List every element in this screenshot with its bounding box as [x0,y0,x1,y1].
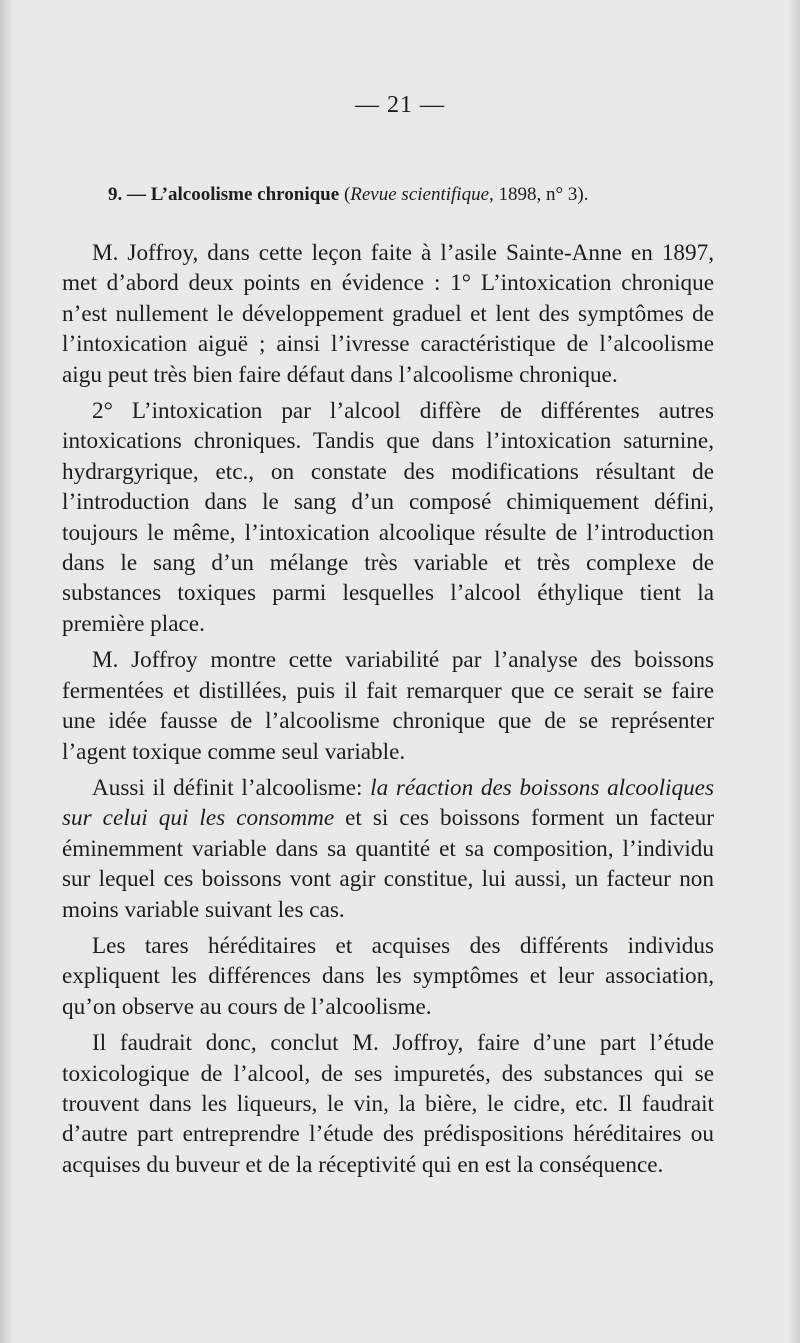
entry-ref-rest: 1898, n° 3). [493,184,589,205]
page-number: — 21 — [355,92,445,118]
body-text [62,238,714,1180]
paragraph-3: M. Joffroy montre cette variabilité par l’analyse des boissons fermentées et distillées, puis il fait remarquer que ce serait se faire une idée fausse de l’alcoolisme chronique que de se représenter l’agent toxique comme seul variable. [62,647,714,765]
entry-ref-open: ( [339,184,351,205]
paragraph-5: Les tares héréditaires et acquises des différents individus expliquent les différences dans les symptômes et leur association, qu’on observe au cours de l’alcoolisme. [62,932,714,1020]
entry-journal: Revue scientifique, [350,184,494,205]
paragraph-4-definition: la réaction des boissons alcooliques sur celui qui les consomme [62,774,714,832]
paragraph-2: 2° L’intoxication par l’alcool diffère de différentes autres intoxications chroniques. Tandis que dans l’intoxication saturnine, hydrargyrique, etc., on constate des modifications résultant de l’introduction dans le sang d’un composé chimiquement défini, toujours le même, l’intoxication alcoolique résulte de l’introduction dans le sang d’un mélange très variable et très complexe de substances toxiques parmi lesquelles l’alcool éthylique tient la première place. [62,398,714,637]
paragraph-4-before: Aussi il définit l’alcoolisme: [92,774,371,801]
entry-heading [108,184,728,206]
paragraph-1: M. Joffroy, dans cette leçon faite à l’asile Sainte-Anne en 1897, met d’abord deux points en évidence : 1° L’intoxication chronique n’est nullement le développement graduel et lent des symptômes de l’intoxication aiguë ; ainsi l’ivresse caractéristique de l’alcoolisme aigu peut très bien faire défaut dans l’alcoolisme chronique. [62,240,714,388]
paragraph-6: Il faudrait donc, conclut M. Joffroy, faire d’une part l’étude toxicologique de l’alcool, de ses impuretés, des substances qui se trouvent dans les liqueurs, le vin, la bière, le cidre, etc. Il faudrait d’autre part entreprendre l’étude des prédispositions héréditaires ou acquises du buveur et de la réceptivité qui en est la conséquence. [62,1030,714,1178]
entry-title: L’alcoolisme chronique [150,184,340,205]
paragraph-4-after: et si ces boissons forment un facteur éminemment variable dans sa quantité et sa composition, l’individu sur lequel ces boissons vont agir constitue, lui aussi, un facteur non moins variable suivant les cas. [62,805,714,923]
entry-number: 9. — [108,184,151,205]
paragraph-4 [62,773,714,925]
